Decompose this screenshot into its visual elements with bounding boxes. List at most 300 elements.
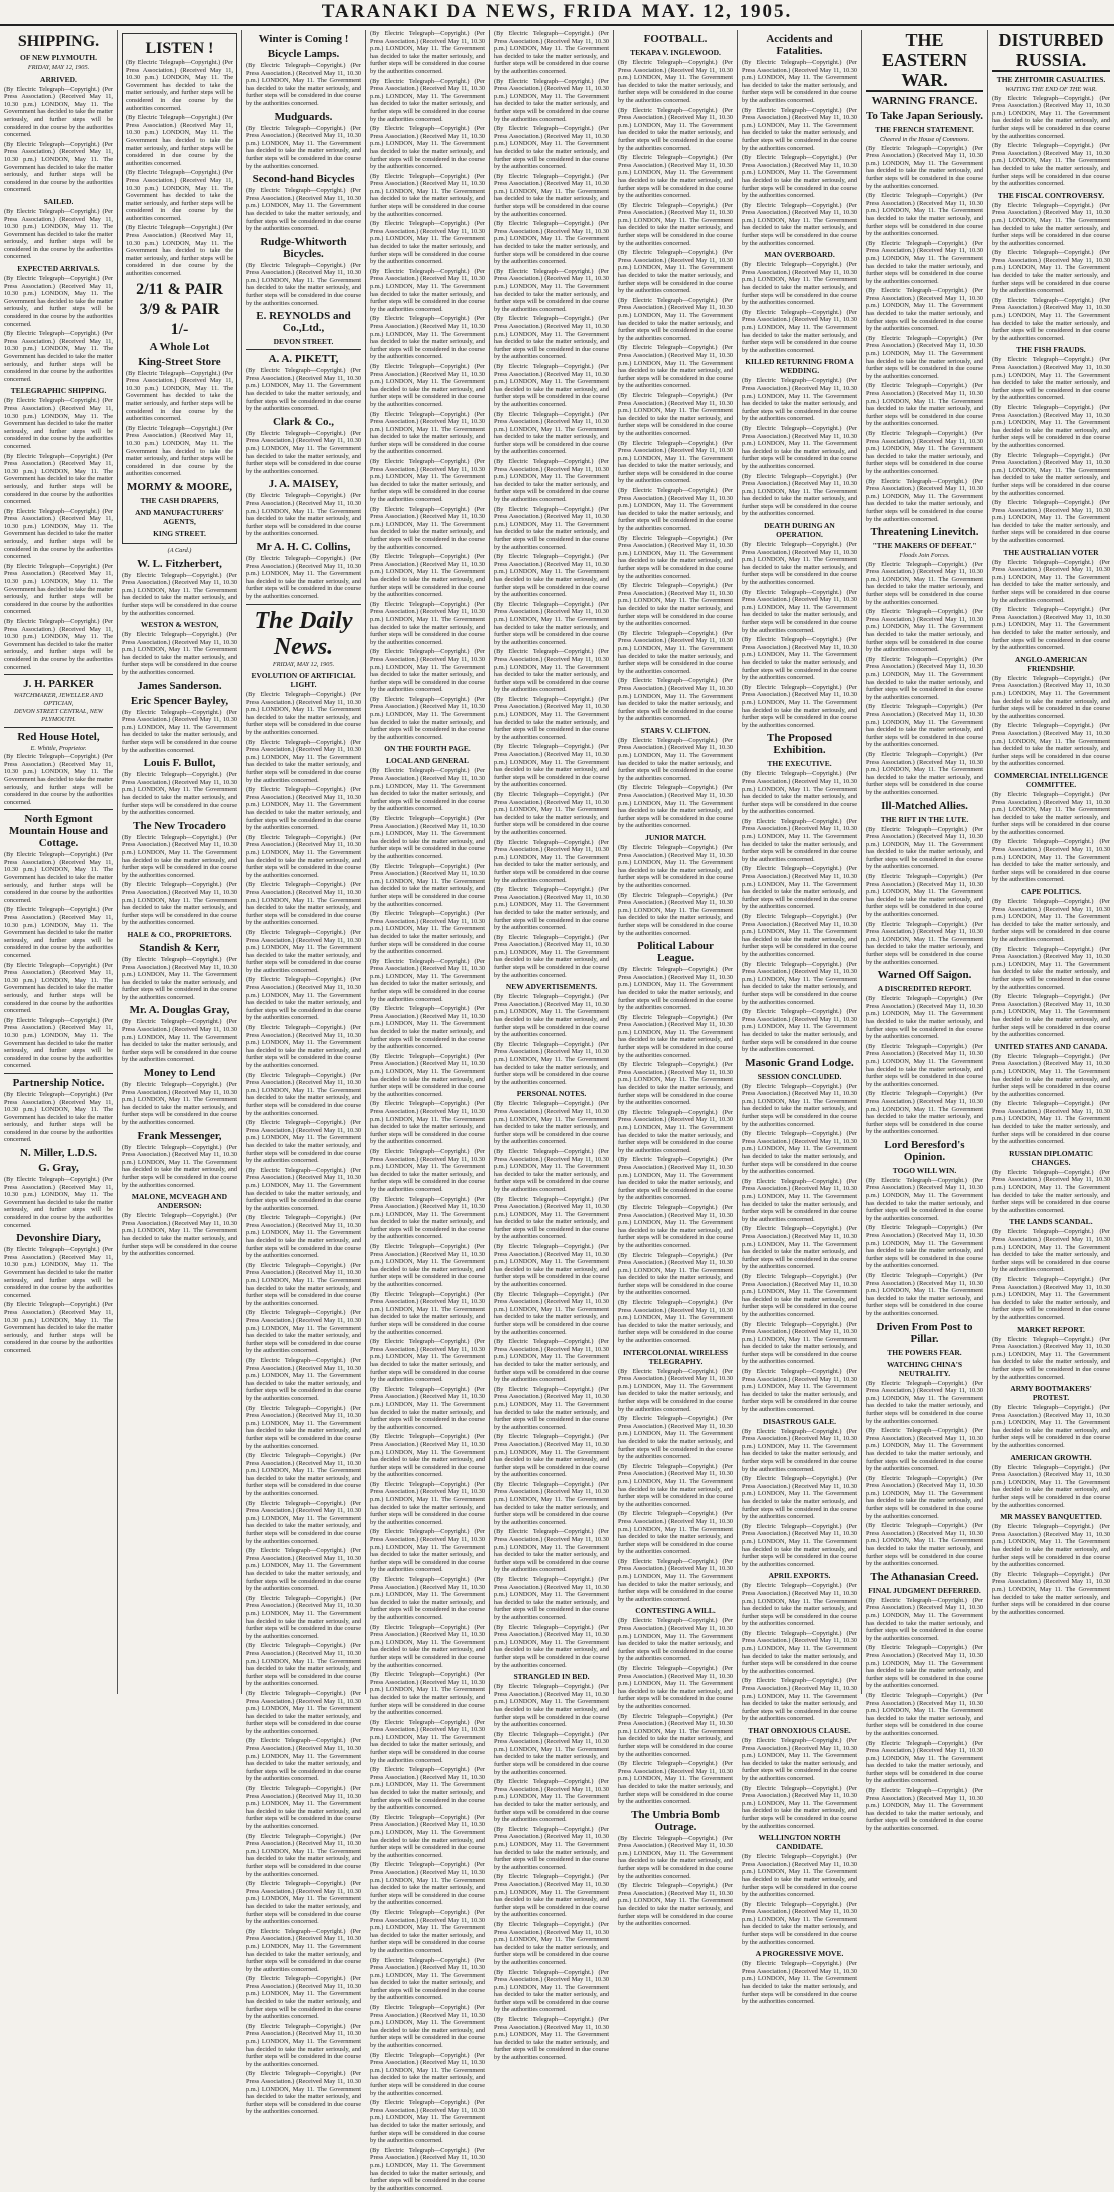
article-paragraph: (By Electric Telegraph—Copyright.) (Per Press Association.) (Received May 11, 10.30 p.m.) LONDON, May 11. The Government has decided to take the matter seriously, and further steps will be considered in due course by the authorities concerned.: [742, 1853, 857, 1899]
article-paragraph: (By Electric Telegraph—Copyright.) (Per Press Association.) (Received May 11, 10.30 p.m.) LONDON, May 11. The Government has decided to take the matter seriously, and further steps will be considered in due course by the authorities concerned.: [494, 791, 609, 836]
junior-heading: JUNIOR MATCH.: [645, 833, 706, 842]
killed-heading: KILLED RETURNING FROM A WEDDING.: [745, 357, 854, 376]
scandal-heading: THE LANDS SCANDAL.: [1009, 1217, 1093, 1227]
article-paragraph: (By Electric Telegraph—Copyright.) (Per Press Association.) (Received May 11, 10.30 p.m.) LONDON, May 11. The Government has decided to take the matter seriously, and further steps will be considered in due course by the authorities concerned.: [122, 1018, 237, 1064]
article-paragraph: (By Electric Telegraph—Copyright.) (Per Press Association.) (Received May 11, 10.30 p.m.) LONDON, May 11. The Government has decided to take the matter seriously, and further steps will be considered in due course by the authorities concerned.: [618, 1834, 733, 1880]
article-paragraph: (By Electric Telegraph—Copyright.) (Per Press Association.) (Received May 11, 10.30 p.m.) LONDON, May 11. The Government has decided to take the matter seriously, and further steps will be considered in due course by the authorities concerned.: [246, 1785, 361, 1830]
article-paragraph: (By Electric Telegraph—Copyright.) (Per Press Association.) (Received May 11, 10.30 p.m.) LONDON, May 11. The Government has decided to take the matter seriously, and further steps will be considered in due course by the authorities concerned.: [866, 1596, 983, 1642]
article-paragraph: (By Electric Telegraph—Copyright.) (Per Press Association.) (Received May 11, 10.30 p.m.) LONDON, May 11. The Government has decided to take the matter seriously, and further steps will be considered in due course by the authorities concerned.: [246, 187, 361, 233]
article-paragraph: (By Electric Telegraph—Copyright.) (Per Press Association.) (Received May 11, 10.30 p.m.) LONDON, May 11. The Government has decided to take the matter seriously, and further steps will be considered in due course by the authorities concerned.: [618, 1712, 733, 1758]
maisey: J. A. MAISEY,: [268, 478, 339, 491]
article-paragraph: (By Electric Telegraph—Copyright.) (Per Press Association.) (Received May 11, 10.30 p.m.) LONDON, May 11. The Government has decided to take the matter seriously, and further steps will be considered in due course by the authorities concerned.: [370, 1100, 485, 1146]
article-paragraph: (By Electric Telegraph—Copyright.) (Per Press Association.) (Received May 11, 10.30 p.m.) LONDON, May 11. The Government has decided to take the matter seriously, and further steps will be considered in due course by the authorities concerned.: [742, 1737, 857, 1782]
article-paragraph: (By Electric Telegraph—Copyright.) (Per Press Association.) (Received May 11, 10.30 p.m.) LONDON, May 11. The Government has decided to take the matter seriously, and further steps will be considered in due course by the authorities concerned.: [742, 59, 857, 104]
article-paragraph: (By Electric Telegraph—Copyright.) (Per Press Association.) (Received May 11, 10.30 p.m.) LONDON, May 11. The Government has decided to take the matter seriously, and further steps will be considered in due course by the authorities concerned.: [618, 1760, 733, 1806]
article-paragraph: (By Electric Telegraph—Copyright.) (Per Press Association.) (Received May 11, 10.30 p.m.) LONDON, May 11. The Government has decided to take the matter seriously, and further steps will be considered in due course by the authorities concerned.: [246, 738, 361, 784]
article-paragraph: (By Electric Telegraph—Copyright.) (Per Press Association.) (Received May 11, 10.30 p.m.) LONDON, May 11. The Government has decided to take the matter seriously, and further steps will be considered in due course by the authorities concerned.: [992, 142, 1110, 188]
article-paragraph: (By Electric Telegraph—Copyright.) (Per Press Association.) (Received May 11, 10.30 p.m.) LONDON, May 11. The Government has decided to take the matter seriously, and further steps will be considered in due course by the authorities concerned.: [126, 224, 233, 278]
take-japan-seriously: To Take Japan Seriously.: [866, 110, 983, 122]
neutrality-heading: WATCHING CHINA'S NEUTRALITY.: [886, 1359, 963, 1378]
article-paragraph: (By Electric Telegraph—Copyright.) (Per Press Association.) (Received May 11, 10.30 p.m.) LONDON, May 11. The Government has decided to take the matter seriously, and further steps will be considered in due course by the authorities concerned.: [742, 1677, 857, 1723]
accidents-heading: Accidents and Fatalities.: [766, 33, 833, 57]
article-paragraph: (By Electric Telegraph—Copyright.) (Per Press Association.) (Received May 11, 10.30 p.m.) LONDON, May 11. The Government has decided to take the matter seriously, and further steps will be considered in due course by the authorities concerned.: [4, 906, 113, 959]
partnership-notice: Partnership Notice.: [12, 1076, 105, 1089]
article-paragraph: (By Electric Telegraph—Copyright.) (Per Press Association.) (Received May 11, 10.30 p.m.) LONDON, May 11. The Government has decided to take the matter seriously, and further steps will be considered in due course by the authorities concerned.: [370, 1671, 485, 1717]
article-paragraph: (By Electric Telegraph—Copyright.) (Per Press Association.) (Received May 11, 10.30 p.m.) LONDON, May 11. The Government has decided to take the matter seriously, and further steps will be considered in due course by the authorities concerned.: [992, 674, 1110, 720]
article-paragraph: (By Electric Telegraph—Copyright.) (Per Press Association.) (Received May 11, 10.30 p.m.) LONDON, May 11. The Government has decided to take the matter seriously, and further steps will be considered in due course by the authorities concerned.: [370, 2146, 485, 2192]
article-paragraph: (By Electric Telegraph—Copyright.) (Per Press Association.) (Received May 11, 10.30 p.m.) LONDON, May 11. The Government has decided to take the matter seriously, and further steps will be considered in due course by the authorities concerned.: [494, 743, 609, 789]
saigon-heading: Warned Off Saigon.: [877, 969, 972, 982]
article-paragraph: (By Electric Telegraph—Copyright.) (Per Press Association.) (Received May 11, 10.30 p.m.) LONDON, May 11. The Government has decided to take the matter seriously, and further steps will be considered in due course by the authorities concerned.: [370, 862, 485, 908]
article-paragraph: (By Electric Telegraph—Copyright.) (Per Press Association.) (Received May 11, 10.30 p.m.) LONDON, May 11. The Government has decided to take the matter seriously, and further steps will be considered in due course by the authorities concerned.: [866, 995, 983, 1041]
article-paragraph: (By Electric Telegraph—Copyright.) (Per Press Association.) (Received May 11, 10.30 p.m.) LONDON, May 11. The Government has decided to take the matter seriously, and further steps will be considered in due course by the authorities concerned.: [992, 1335, 1110, 1381]
article-paragraph: (By Electric Telegraph—Copyright.) (Per Press Association.) (Received May 11, 10.30 p.m.) LONDON, May 11. The Government has decided to take the matter seriously, and further steps will be considered in due course by the authorities concerned.: [618, 391, 733, 437]
messenger-ad: Frank Messenger,: [137, 1129, 222, 1142]
tekapa-heading: TEKAPA V. INGLEWOOD.: [630, 48, 721, 57]
wellington-heading: WELLINGTON NORTH CANDIDATE.: [758, 1833, 841, 1852]
article-paragraph: (By Electric Telegraph—Copyright.) (Per Press Association.) (Received May 11, 10.30 p.m.) LONDON, May 11. The Government has decided to take the matter seriously, and further steps will be considered in due course by the authorities concerned.: [246, 1261, 361, 1307]
article-paragraph: (By Electric Telegraph—Copyright.) (Per Press Association.) (Received May 11, 10.30 p.m.) LONDON, May 11. The Government has decided to take the matter seriously, and further steps will be considered in due course by the authorities concerned.: [370, 1861, 485, 1907]
post-pillar-heading: Driven From Post to Pillar.: [876, 1320, 973, 1345]
article-paragraph: (By Electric Telegraph—Copyright.) (Per Press Association.) (Received May 11, 10.30 p.m.) LONDON, May 11. The Government has decided to take the matter seriously, and further steps will be considered in due course by the authorities concerned.: [992, 1228, 1110, 1274]
fish-heading: THE FISH FRAUDS.: [1016, 345, 1086, 355]
french-statement: THE FRENCH STATEMENT.: [875, 125, 974, 134]
article-paragraph: (By Electric Telegraph—Copyright.) (Per Press Association.) (Received May 11, 10.30 p.m.) LONDON, May 11. The Government has decided to take the matter seriously, and further steps will be considered in due course by the authorities concerned.: [992, 1570, 1110, 1616]
anglo-heading: ANGLO-AMERICAN FRIENDSHIP.: [1014, 654, 1088, 673]
article-paragraph: (By Electric Telegraph—Copyright.) (Per Press Association.) (Received May 11, 10.30 p.m.) LONDON, May 11. The Government has decided to take the matter seriously, and further steps will be considered in due course by the authorities concerned.: [618, 534, 733, 580]
sailed-heading: SAILED.: [43, 196, 74, 206]
article-paragraph: (By Electric Telegraph—Copyright.) (Per Press Association.) (Received May 11, 10.30 p.m.) LONDON, May 11. The Government has decided to take the matter seriously, and further steps will be considered in due course by the authorities concerned.: [618, 1061, 733, 1107]
article-paragraph: (By Electric Telegraph—Copyright.) (Per Press Association.) (Received May 11, 10.30 p.m.) LONDON, May 11. The Government has decided to take the matter seriously, and further steps will be considered in due course by the authorities concerned.: [742, 1522, 857, 1568]
togo-heading: TOGO WILL WIN.: [892, 1165, 957, 1175]
article-paragraph: (By Electric Telegraph—Copyright.) (Per Press Association.) (Received May 11, 10.30 p.m.) LONDON, May 11. The Government has decided to take the matter seriously, and further steps will be considered in due course by the authorities concerned.: [742, 913, 857, 958]
exports-heading: APRIL EXPORTS.: [768, 1571, 831, 1581]
money-ad: Money to Lend: [143, 1067, 216, 1080]
article-paragraph: (By Electric Telegraph—Copyright.) (Per Press Association.) (Received May 11, 10.30 p.m.) LONDON, May 11. The Government has decided to take the matter seriously, and further steps will be considered in due course by the authorities concerned.: [992, 356, 1110, 402]
article-paragraph: (By Electric Telegraph—Copyright.) (Per Press Association.) (Received May 11, 10.30 p.m.) LONDON, May 11. The Government has decided to take the matter seriously, and further steps will be considered in due course by the authorities concerned.: [992, 558, 1110, 604]
article-paragraph: (By Electric Telegraph—Copyright.) (Per Press Association.) (Received May 11, 10.30 p.m.) LONDON, May 11. The Government has decided to take the matter seriously, and further steps will be considered in due course by the authorities concerned.: [494, 600, 609, 646]
divider: [4, 727, 113, 728]
gray-ad: G. Gray,: [38, 1162, 79, 1175]
article-paragraph: (By Electric Telegraph—Copyright.) (Per Press Association.) (Received May 11, 10.30 p.m.) LONDON, May 11. The Government has decided to take the matter seriously, and further steps will be considered in due course by the authorities concerned.: [246, 1642, 361, 1688]
article-paragraph: (By Electric Telegraph—Copyright.) (Per Press Association.) (Received May 11, 10.30 p.m.) LONDON, May 11. The Government has decided to take the matter seriously, and further steps will be considered in due course by the authorities concerned.: [866, 873, 983, 919]
floods-heading: Floods Join Forces.: [899, 552, 950, 560]
beresford-heading: Lord Beresford's Opinion.: [884, 1138, 965, 1163]
article-paragraph: (By Electric Telegraph—Copyright.) (Per Press Association.) (Received May 11, 10.30 p.m.) LONDON, May 11. The Government has decided to take the matter seriously, and further steps will be considered in due course by the authorities concerned.: [370, 1718, 485, 1764]
article-paragraph: (By Electric Telegraph—Copyright.) (Per Press Association.) (Received May 11, 10.30 p.m.) LONDON, May 11. The Government has decided to take the matter seriously, and further steps will be considered in due course by the authorities concerned.: [866, 477, 983, 523]
article-paragraph: (By Electric Telegraph—Copyright.) (Per Press Association.) (Received May 11, 10.30 p.m.) LONDON, May 11. The Government has decided to take the matter seriously, and further steps will be considered in due course by the authorities concerned.: [370, 767, 485, 813]
article-paragraph: (By Electric Telegraph—Copyright.) (Per Press Association.) (Received May 11, 10.30 p.m.) LONDON, May 11. The Government has decided to take the matter seriously, and further steps will be considered in due course by the authorities concerned.: [992, 451, 1110, 497]
article-paragraph: (By Electric Telegraph—Copyright.) (Per Press Association.) (Received May 11, 10.30 p.m.) LONDON, May 11. The Government has decided to take the matter seriously, and further steps will be considered in due course by the authorities concerned.: [992, 201, 1110, 247]
article-paragraph: (By Electric Telegraph—Copyright.) (Per Press Association.) (Received May 11, 10.30 p.m.) LONDON, May 11. The Government has decided to take the matter seriously, and further steps will be considered in due course by the authorities concerned.: [122, 1212, 237, 1258]
article-paragraph: (By Electric Telegraph—Copyright.) (Per Press Association.) (Received May 11, 10.30 p.m.) LONDON, May 11. The Government has decided to take the matter seriously, and further steps will be considered in due course by the authorities concerned.: [126, 114, 233, 167]
article-paragraph: (By Electric Telegraph—Copyright.) (Per Press Association.) (Received May 11, 10.30 p.m.) LONDON, May 11. The Government has decided to take the matter seriously, and further steps will be considered in due course by the authorities concerned.: [246, 1547, 361, 1593]
masonic-heading: Masonic Grand Lodge.: [745, 1056, 854, 1069]
article-paragraph: (By Electric Telegraph—Copyright.) (Per Press Association.) (Received May 11, 10.30 p.m.) LONDON, May 11. The Government has decided to take the matter seriously, and further steps will be considered in due course by the authorities concerned.: [992, 1168, 1110, 1214]
article-paragraph: (By Electric Telegraph—Copyright.) (Per Press Association.) (Received May 11, 10.30 p.m.) LONDON, May 11. The Government has decided to take the matter seriously, and further steps will be considered in due course by the authorities concerned.: [370, 1052, 485, 1098]
column-4: [366, 30, 490, 2192]
article-paragraph: (By Electric Telegraph—Copyright.) (Per Press Association.) (Received May 11, 10.30 p.m.) LONDON, May 11. The Government has decided to take the matter seriously, and further steps will be considered in due course by the authorities concerned.: [246, 261, 361, 307]
article-paragraph: (By Electric Telegraph—Copyright.) (Per Press Association.) (Received May 11, 10.30 p.m.) LONDON, May 11. The Government has decided to take the matter seriously, and further steps will be considered in due course by the authorities concerned.: [618, 1510, 733, 1556]
article-paragraph: (By Electric Telegraph—Copyright.) (Per Press Association.) (Received May 11, 10.30 p.m.) LONDON, May 11. The Government has decided to take the matter seriously, and further steps will be considered in due course by the authorities concerned.: [246, 1737, 361, 1783]
diplomatic-heading: RUSSIAN DIPLOMATIC CHANGES.: [1009, 1148, 1093, 1167]
us-canada-heading: UNITED STATES AND CANADA.: [994, 1041, 1108, 1051]
article-paragraph: (By Electric Telegraph—Copyright.) (Per Press Association.) (Received May 11, 10.30 p.m.) LONDON, May 11. The Government has decided to take the matter seriously, and further steps will be considered in due course by the authorities concerned.: [494, 2016, 609, 2062]
strangled-heading: STRANGLED IN BED.: [513, 1672, 590, 1682]
article-paragraph: (By Electric Telegraph—Copyright.) (Per Press Association.) (Received May 11, 10.30 p.m.) LONDON, May 11. The Government has decided to take the matter seriously, and further steps will be considered in due course by the authorities concerned.: [122, 771, 237, 817]
article-paragraph: (By Electric Telegraph—Copyright.) (Per Press Association.) (Received May 11, 10.30 p.m.) LONDON, May 11. The Government has decided to take the matter seriously, and further steps will be considered in due course by the authorities concerned.: [122, 708, 237, 754]
article-paragraph: (By Electric Telegraph—Copyright.) (Per Press Association.) (Received May 11, 10.30 p.m.) LONDON, May 11. The Government has decided to take the matter seriously, and further steps will be considered in due course by the authorities concerned.: [742, 106, 857, 152]
article-paragraph: (By Electric Telegraph—Copyright.) (Per Press Association.) (Received May 11, 10.30 p.m.) LONDON, May 11. The Government has decided to take the matter seriously, and further steps will be considered in due course by the authorities concerned.: [246, 786, 361, 832]
rudge: Rudge-Whitworth Bicycles.: [260, 235, 347, 260]
article-paragraph: (By Electric Telegraph—Copyright.) (Per Press Association.) (Received May 11, 10.30 p.m.) LONDON, May 11. The Government has decided to take the matter seriously, and further steps will be considered in due course by the authorities concerned.: [122, 955, 237, 1001]
bullot-ad: Louis F. Bullot,: [143, 757, 216, 770]
article-paragraph: (By Electric Telegraph—Copyright.) (Per Press Association.) (Received May 11, 10.30 p.m.) LONDON, May 11. The Government has decided to take the matter seriously, and further steps will be considered in due course by the authorities concerned.: [370, 1338, 485, 1384]
local-general-heading: LOCAL AND GENERAL: [386, 756, 469, 766]
article-paragraph: (By Electric Telegraph—Copyright.) (Per Press Association.) (Received May 11, 10.30 p.m.) LONDON, May 11. The Government has decided to take the matter seriously, and further steps will be considered in due course by the authorities concerned.: [370, 1813, 485, 1859]
rift-heading: THE RIFT IN THE LUTE.: [880, 814, 969, 824]
article-paragraph: (By Electric Telegraph—Copyright.) (Per Press Association.) (Received May 11, 10.30 p.m.) LONDON, May 11. The Government has decided to take the matter seriously, and further steps will be considered in due course by the authorities concerned.: [866, 1787, 983, 1833]
article-paragraph: (By Electric Telegraph—Copyright.) (Per Press Association.) (Received May 11, 10.30 p.m.) LONDON, May 11. The Government has decided to take the matter seriously, and further steps will be considered in due course by the authorities concerned.: [494, 993, 609, 1039]
article-paragraph: (By Electric Telegraph—Copyright.) (Per Press Association.) (Received May 11, 10.30 p.m.) LONDON, May 11. The Government has decided to take the matter seriously, and further steps will be considered in due course by the authorities concerned.: [246, 1594, 361, 1640]
article-paragraph: (By Electric Telegraph—Copyright.) (Per Press Association.) (Received May 11, 10.30 p.m.) LONDON, May 11. The Government has decided to take the matter seriously, and further steps will be considered in due course by the authorities concerned.: [742, 1368, 857, 1414]
dentist-ad: Mr. A. Douglas Gray,: [129, 1004, 230, 1017]
masthead-date: MAY. 12, 1905.: [641, 1, 793, 22]
article-paragraph: (By Electric Telegraph—Copyright.) (Per Press Association.) (Received May 11, 10.30 p.m.) LONDON, May 11. The Government has decided to take the matter seriously, and further steps will be considered in due course by the authorities concerned.: [370, 957, 485, 1003]
devonshire-ad: Devonshire Diary,: [16, 1232, 101, 1245]
article-paragraph: (By Electric Telegraph—Copyright.) (Per Press Association.) (Received May 11, 10.30 p.m.) LONDON, May 11. The Government has decided to take the matter seriously, and further steps will be considered in due course by the authorities concerned.: [494, 1778, 609, 1824]
article-paragraph: (By Electric Telegraph—Copyright.) (Per Press Association.) (Received May 11, 10.30 p.m.) LONDON, May 11. The Government has decided to take the matter seriously, and further steps will be considered in due course by the authorities concerned.: [992, 722, 1110, 768]
article-paragraph: (By Electric Telegraph—Copyright.) (Per Press Association.) (Received May 11, 10.30 p.m.) LONDON, May 11. The Government has decided to take the matter seriously, and further steps will be considered in due course by the authorities concerned.: [866, 334, 983, 380]
article-paragraph: (By Electric Telegraph—Copyright.) (Per Press Association.) (Received May 11, 10.30 p.m.) LONDON, May 11. The Government has decided to take the matter seriously, and further steps will be considered in due course by the authorities concerned.: [866, 1522, 983, 1568]
article-paragraph: (By Electric Telegraph—Copyright.) (Per Press Association.) (Received May 11, 10.30 p.m.) LONDON, May 11. The Government has decided to take the matter seriously, and further steps will be considered in due course by the authorities concerned.: [742, 308, 857, 354]
article-paragraph: (By Electric Telegraph—Copyright.) (Per Press Association.) (Received May 11, 10.30 p.m.) LONDON, May 11. The Government has decided to take the matter seriously, and further steps will be considered in due course by the authorities concerned.: [246, 1975, 361, 2021]
article-paragraph: (By Electric Telegraph—Copyright.) (Per Press Association.) (Received May 11, 10.30 p.m.) LONDON, May 11. The Government has decided to take the matter seriously, and further steps will be considered in due course by the authorities concerned.: [618, 249, 733, 295]
article-paragraph: (By Electric Telegraph—Copyright.) (Per Press Association.) (Received May 11, 10.30 p.m.) LONDON, May 11. The Government has decided to take the matter seriously, and further steps will be considered in due course by the authorities concerned.: [494, 1433, 609, 1479]
article-paragraph: (By Electric Telegraph—Copyright.) (Per Press Association.) (Received May 11, 10.30 p.m.) LONDON, May 11. The Government has decided to take the matter seriously, and further steps will be considered in due course by the authorities concerned.: [992, 1052, 1110, 1098]
article-paragraph: (By Electric Telegraph—Copyright.) (Per Press Association.) (Received May 11, 10.30 p.m.) LONDON, May 11. The Government has decided to take the matter seriously, and further steps will be considered in due course by the authorities concerned.: [370, 1005, 485, 1051]
personal-notes-heading: PERSONAL NOTES.: [516, 1089, 587, 1099]
article-paragraph: (By Electric Telegraph—Copyright.) (Per Press Association.) (Received May 11, 10.30 p.m.) LONDON, May 11. The Government has decided to take the matter seriously, and further steps will be considered in due course by the authorities concerned.: [4, 85, 113, 139]
article-paragraph: (By Electric Telegraph—Copyright.) (Per Press Association.) (Received May 11, 10.30 p.m.) LONDON, May 11. The Government has decided to take the matter seriously, and further steps will be considered in due course by the authorities concerned.: [742, 1784, 857, 1830]
column-1: [0, 30, 118, 1694]
article-paragraph: (By Electric Telegraph—Copyright.) (Per Press Association.) (Received May 11, 10.30 p.m.) LONDON, May 11. The Government has decided to take the matter seriously, and further steps will be considered in due course by the authorities concerned.: [618, 106, 733, 152]
article-paragraph: (By Electric Telegraph—Copyright.) (Per Press Association.) (Received May 11, 10.30 p.m.) LONDON, May 11. The Government has decided to take the matter seriously, and further steps will be considered in due course by the authorities concerned.: [742, 1177, 857, 1223]
moore-ad: MORMY & MOORE,: [127, 480, 232, 493]
article-paragraph: (By Electric Telegraph—Copyright.) (Per Press Association.) (Received May 11, 10.30 p.m.) LONDON, May 11. The Government has decided to take the matter seriously, and further steps will be considered in due course by the authorities concerned.: [246, 976, 361, 1022]
article-paragraph: (By Electric Telegraph—Copyright.) (Per Press Association.) (Received May 11, 10.30 p.m.) LONDON, May 11. The Government has decided to take the matter seriously, and further steps will be considered in due course by the authorities concerned.: [122, 571, 237, 617]
article-paragraph: (By Electric Telegraph—Copyright.) (Per Press Association.) (Received May 11, 10.30 p.m.) LONDON, May 11. The Government has decided to take the matter seriously, and further steps will be considered in due course by the authorities concerned.: [742, 1008, 857, 1054]
article-paragraph: (By Electric Telegraph—Copyright.) (Per Press Association.) (Received May 11, 10.30 p.m.) LONDON, May 11. The Government has decided to take the matter seriously, and further steps will be considered in due course by the authorities concerned.: [742, 201, 857, 247]
article-paragraph: (By Electric Telegraph—Copyright.) (Per Press Association.) (Received May 11, 10.30 p.m.) LONDON, May 11. The Government has decided to take the matter seriously, and further steps will be considered in due course by the authorities concerned.: [494, 648, 609, 694]
article-paragraph: (By Electric Telegraph—Copyright.) (Per Press Association.) (Received May 11, 10.30 p.m.) LONDON, May 11. The Government has decided to take the matter seriously, and further steps will be considered in due course by the authorities concerned.: [494, 553, 609, 599]
article-paragraph: (By Electric Telegraph—Copyright.) (Per Press Association.) (Received May 11, 10.30 p.m.) LONDON, May 11. The Government has decided to take the matter seriously, and further steps will be considered in due course by the authorities concerned.: [866, 192, 983, 238]
article-paragraph: (By Electric Telegraph—Copyright.) (Per Press Association.) (Received May 11, 10.30 p.m.) LONDON, May 11. The Government has decided to take the matter seriously, and further steps will be considered in due course by the authorities concerned.: [494, 933, 609, 979]
article-paragraph: (By Electric Telegraph—Copyright.) (Per Press Association.) (Received May 11, 10.30 p.m.) LONDON, May 11. The Government has decided to take the matter seriously, and further steps will be considered in due course by the authorities concerned.: [4, 330, 113, 383]
article-paragraph: (By Electric Telegraph—Copyright.) (Per Press Association.) (Received May 11, 10.30 p.m.) LONDON, May 11. The Government has decided to take the matter seriously, and further steps will be considered in due course by the authorities concerned.: [618, 487, 733, 533]
article-paragraph: (By Electric Telegraph—Copyright.) (Per Press Association.) (Received May 11, 10.30 p.m.) LONDON, May 11. The Government has decided to take the matter seriously, and further steps will be considered in due course by the authorities concerned.: [494, 838, 609, 884]
manufacturers-agents: AND MANUFACTURERS' AGENTS,: [135, 507, 224, 526]
sanderson-ad: James Sanderson.: [137, 679, 222, 692]
article-paragraph: (By Electric Telegraph—Copyright.) (Per Press Association.) (Received May 11, 10.30 p.m.) LONDON, May 11. The Government has decided to take the matter seriously, and further steps will be considered in due course by the authorities concerned.: [618, 582, 733, 628]
article-paragraph: (By Electric Telegraph—Copyright.) (Per Press Association.) (Received May 11, 10.30 p.m.) LONDON, May 11. The Government has decided to take the matter seriously, and further steps will be considered in due course by the authorities concerned.: [4, 618, 113, 671]
wireless-heading: INTERCOLONIAL WIRELESS TELEGRAPHY.: [622, 1347, 729, 1366]
article-paragraph: (By Electric Telegraph—Copyright.) (Per Press Association.) (Received May 11, 10.30 p.m.) LONDON, May 11. The Government has decided to take the matter seriously, and further steps will be considered in due course by the authorities concerned.: [742, 683, 857, 729]
article-paragraph: (By Electric Telegraph—Copyright.) (Per Press Association.) (Received May 11, 10.30 p.m.) LONDON, May 11. The Government has decided to take the matter seriously, and further steps will be considered in due course by the authorities concerned.: [866, 382, 983, 428]
article-paragraph: (By Electric Telegraph—Copyright.) (Per Press Association.) (Received May 11, 10.30 p.m.) LONDON, May 11. The Government has decided to take the matter seriously, and further steps will be considered in due course by the authorities concerned.: [992, 838, 1110, 884]
article-paragraph: (By Electric Telegraph—Copyright.) (Per Press Association.) (Received May 11, 10.30 p.m.) LONDON, May 11. The Government has decided to take the matter seriously, and further steps will be considered in due course by the authorities concerned.: [370, 910, 485, 956]
article-paragraph: (By Electric Telegraph—Copyright.) (Per Press Association.) (Received May 11, 10.30 p.m.) LONDON, May 11. The Government has decided to take the matter seriously, and further steps will be considered in due course by the authorities concerned.: [742, 636, 857, 682]
article-paragraph: (By Electric Telegraph—Copyright.) (Per Press Association.) (Received May 11, 10.30 p.m.) LONDON, May 11. The Government has decided to take the matter seriously, and further steps will be considered in due course by the authorities concerned.: [742, 1225, 857, 1271]
article-paragraph: (By Electric Telegraph—Copyright.) (Per Press Association.) (Received May 11, 10.30 p.m.) LONDON, May 11. The Government has decided to take the matter seriously, and further steps will be considered in due course by the authorities concerned.: [618, 1617, 733, 1663]
column-7: [738, 30, 862, 2006]
article-paragraph: (By Electric Telegraph—Copyright.) (Per Press Association.) (Received May 11, 10.30 p.m.) LONDON, May 11. The Government has decided to take the matter seriously, and further steps will be considered in due course by the authorities concerned.: [370, 2099, 485, 2145]
article-paragraph: (By Electric Telegraph—Copyright.) (Per Press Association.) (Received May 11, 10.30 p.m.) LONDON, May 11. The Government has decided to take the matter seriously, and further steps will be considered in due course by the authorities concerned.: [370, 1956, 485, 2002]
article-paragraph: (By Electric Telegraph—Copyright.) (Per Press Association.) (Received May 11, 10.30 p.m.) LONDON, May 11. The Government has decided to take the matter seriously, and further steps will be considered in due course by the authorities concerned.: [494, 505, 609, 551]
weston-ad: WESTON & WESTON,: [140, 620, 219, 630]
australian-heading: THE AUSTRALIAN VOTER: [1003, 547, 1099, 557]
article-paragraph: (By Electric Telegraph—Copyright.) (Per Press Association.) (Received May 11, 10.30 p.m.) LONDON, May 11. The Government has decided to take the matter seriously, and further steps will be considered in due course by the authorities concerned.: [742, 1582, 857, 1628]
masthead-paper: TARANAKI DA: [321, 1, 478, 22]
article-paragraph: (By Electric Telegraph—Copyright.) (Per Press Association.) (Received May 11, 10.30 p.m.) LONDON, May 11. The Government has decided to take the matter seriously, and further steps will be considered in due course by the authorities concerned.: [866, 655, 983, 701]
article-paragraph: (By Electric Telegraph—Copyright.) (Per Press Association.) (Received May 11, 10.30 p.m.) LONDON, May 11. The Government has decided to take the matter seriously, and further steps will be considered in due course by the authorities concerned.: [866, 1379, 983, 1425]
article-paragraph: (By Electric Telegraph—Copyright.) (Per Press Association.) (Received May 11, 10.30 p.m.) LONDON, May 11. The Government has decided to take the matter seriously, and further steps will be considered in due course by the authorities concerned.: [370, 1623, 485, 1669]
article-paragraph: (By Electric Telegraph—Copyright.) (Per Press Association.) (Received May 11, 10.30 p.m.) LONDON, May 11. The Government has decided to take the matter seriously, and further steps will be considered in due course by the authorities concerned.: [618, 1156, 733, 1202]
article-paragraph: (By Electric Telegraph—Copyright.) (Per Press Association.) (Received May 11, 10.30 p.m.) LONDON, May 11. The Government has decided to take the matter seriously, and further steps will be considered in due course by the authorities concerned.: [618, 1013, 733, 1059]
article-paragraph: (By Electric Telegraph—Copyright.) (Per Press Association.) (Received May 11, 10.30 p.m.) LONDON, May 11. The Government has decided to take the matter seriously, and further steps will be considered in due course by the authorities concerned.: [246, 1927, 361, 1973]
article-paragraph: (By Electric Telegraph—Copyright.) (Per Press Association.) (Received May 11, 10.30 p.m.) LONDON, May 11. The Government has decided to take the matter seriously, and further steps will be considered in due course by the authorities concerned.: [494, 315, 609, 361]
article-paragraph: (By Electric Telegraph—Copyright.) (Per Press Association.) (Received May 11, 10.30 p.m.) LONDON, May 11. The Government has decided to take the matter seriously, and further steps will be considered in due course by the authorities concerned.: [618, 1367, 733, 1413]
article-paragraph: (By Electric Telegraph—Copyright.) (Per Press Association.) (Received May 11, 10.30 p.m.) LONDON, May 11. The Government has decided to take the matter seriously, and further steps will be considered in due course by the authorities concerned.: [370, 815, 485, 860]
article-paragraph: (By Electric Telegraph—Copyright.) (Per Press Association.) (Received May 11, 10.30 p.m.) LONDON, May 11. The Government has decided to take the matter seriously, and further steps will be considered in due course by the authorities concerned.: [370, 1528, 485, 1574]
king-st: KING STREET.: [153, 528, 206, 538]
article-paragraph: (By Electric Telegraph—Copyright.) (Per Press Association.) (Received May 11, 10.30 p.m.) LONDON, May 11. The Government has decided to take the matter seriously, and further steps will be considered in due course by the authorities concerned.: [126, 369, 233, 423]
article-paragraph: (By Electric Telegraph—Copyright.) (Per Press Association.) (Received May 11, 10.30 p.m.) LONDON, May 11. The Government has decided to take the matter seriously, and further steps will be considered in due course by the authorities concerned.: [866, 608, 983, 654]
article-paragraph: (By Electric Telegraph—Copyright.) (Per Press Association.) (Received May 11, 10.30 p.m.) LONDON, May 11. The Government has decided to take the matter seriously, and further steps will be considered in due course by the authorities concerned.: [866, 825, 983, 871]
fourth-page-heading: ON THE FOURTH PAGE.: [384, 744, 471, 754]
shipping-heading: SHIPPING.: [17, 33, 100, 50]
article-paragraph: (By Electric Telegraph—Copyright.) (Per Press Association.) (Received May 11, 10.30 p.m.) LONDON, May 11. The Government has decided to take the matter seriously, and further steps will be considered in due course by the authorities concerned.: [4, 1090, 113, 1144]
article-paragraph: (By Electric Telegraph—Copyright.) (Per Press Association.) (Received May 11, 10.30 p.m.) LONDON, May 11. The Government has decided to take the matter seriously, and further steps will be considered in due course by the authorities concerned.: [370, 77, 485, 123]
article-paragraph: (By Electric Telegraph—Copyright.) (Per Press Association.) (Received May 11, 10.30 p.m.) LONDON, May 11. The Government has decided to take the matter seriously, and further steps will be considered in due course by the authorities concerned.: [494, 77, 609, 123]
powers-fear-heading: THE POWERS FEAR.: [887, 1347, 962, 1357]
article-paragraph: (By Electric Telegraph—Copyright.) (Per Press Association.) (Received May 11, 10.30 p.m.) LONDON, May 11. The Government has decided to take the matter seriously, and further steps will be considered in due course by the authorities concerned.: [866, 239, 983, 285]
article-paragraph: (By Electric Telegraph—Copyright.) (Per Press Association.) (Received May 11, 10.30 p.m.) LONDON, May 11. The Government has decided to take the matter seriously, and further steps will be considered in due course by the authorities concerned.: [370, 695, 485, 741]
handkerchief-price: 1/-: [170, 320, 189, 338]
article-paragraph: (By Electric Telegraph—Copyright.) (Per Press Association.) (Received May 11, 10.30 p.m.) LONDON, May 11. The Government has decided to take the matter seriously, and further steps will be considered in due course by the authorities concerned.: [866, 1644, 983, 1690]
article-paragraph: (By Electric Telegraph—Copyright.) (Per Press Association.) (Received May 11, 10.30 p.m.) LONDON, May 11. The Government has decided to take the matter seriously, and further steps will be considered in due course by the authorities concerned.: [246, 1452, 361, 1498]
massey-heading: MR MASSEY BANQUETTED.: [1000, 1512, 1102, 1522]
article-paragraph: (By Electric Telegraph—Copyright.) (Per Press Association.) (Received May 11, 10.30 p.m.) LONDON, May 11. The Government has decided to take the matter seriously, and further steps will be considered in due course by the authorities concerned.: [992, 898, 1110, 943]
article-paragraph: (By Electric Telegraph—Copyright.) (Per Press Association.) (Received May 11, 10.30 p.m.) LONDON, May 11. The Government has decided to take the matter seriously, and further steps will be considered in due course by the authorities concerned.: [742, 1629, 857, 1675]
article-paragraph: (By Electric Telegraph—Copyright.) (Per Press Association.) (Received May 11, 10.30 p.m.) LONDON, May 11. The Government has decided to take the matter seriously, and further steps will be considered in due course by the authorities concerned.: [742, 541, 857, 587]
article-paragraph: (By Electric Telegraph—Copyright.) (Per Press Association.) (Received May 11, 10.30 p.m.) LONDON, May 11. The Government has decided to take the matter seriously, and further steps will be considered in due course by the authorities concerned.: [866, 1272, 983, 1317]
article-paragraph: (By Electric Telegraph—Copyright.) (Per Press Association.) (Received May 11, 10.30 p.m.) LONDON, May 11. The Government has decided to take the matter seriously, and further steps will be considered in due course by the authorities concerned.: [4, 851, 113, 904]
death-heading: DEATH DURING AN OPERATION.: [764, 521, 835, 540]
article-paragraph: (By Electric Telegraph—Copyright.) (Per Press Association.) (Received May 11, 10.30 p.m.) LONDON, May 11. The Government has decided to take the matter seriously, and further steps will be considered in due course by the authorities concerned.: [4, 397, 113, 450]
gale-heading: DISASTROUS GALE.: [763, 1416, 836, 1426]
article-paragraph: (By Electric Telegraph—Copyright.) (Per Press Association.) (Received May 11, 10.30 p.m.) LONDON, May 11. The Government has decided to take the matter seriously, and further steps will be considered in due course by the authorities concerned.: [246, 2022, 361, 2068]
article-paragraph: (By Electric Telegraph—Copyright.) (Per Press Association.) (Received May 11, 10.30 p.m.) LONDON, May 11. The Government has decided to take the matter seriously, and further steps will be considered in due course by the authorities concerned.: [370, 505, 485, 551]
hale-ad: HALE & CO., PROPRIETORS.: [127, 929, 232, 939]
bayley-ad: Eric Spencer Bayley,: [130, 694, 229, 707]
waiting-heading: WAITING THE END OF THE WAR.: [1005, 86, 1097, 93]
stars-heading: STARS V. CLIFTON.: [640, 725, 711, 735]
fiscal-heading: THE FISCAL CONTROVERSY.: [997, 190, 1105, 200]
article-paragraph: (By Electric Telegraph—Copyright.) (Per Press Association.) (Received May 11, 10.30 p.m.) LONDON, May 11. The Government has decided to take the matter seriously, and further steps will be considered in due course by the authorities concerned.: [742, 1900, 857, 1946]
article-paragraph: (By Electric Telegraph—Copyright.) (Per Press Association.) (Received May 11, 10.30 p.m.) LONDON, May 11. The Government has decided to take the matter seriously, and further steps will be considered in due course by the authorities concerned.: [866, 560, 983, 606]
article-paragraph: (By Electric Telegraph—Copyright.) (Per Press Association.) (Received May 11, 10.30 p.m.) LONDON, May 11. The Government has decided to take the matter seriously, and further steps will be considered in due course by the authorities concerned.: [246, 1880, 361, 1926]
article-paragraph: (By Electric Telegraph—Copyright.) (Per Press Association.) (Received May 11, 10.30 p.m.) LONDON, May 11. The Government has decided to take the matter seriously, and further steps will be considered in due course by the authorities concerned.: [370, 362, 485, 408]
article-paragraph: (By Electric Telegraph—Copyright.) (Per Press Association.) (Received May 11, 10.30 p.m.) LONDON, May 11. The Government has decided to take the matter seriously, and further steps will be considered in due course by the authorities concerned.: [246, 492, 361, 538]
masthead: [0, 0, 1114, 26]
hotel-proprietor: E. Whittle, Proprietor.: [30, 744, 87, 752]
column-2: [118, 30, 242, 1694]
parker-address: DEVON STREET CENTRAL, NEW PLYMOUTH.: [14, 708, 103, 723]
divider: [4, 1073, 113, 1074]
athanasian-heading: The Athanasian Creed.: [870, 1570, 979, 1583]
article-paragraph: (By Electric Telegraph—Copyright.) (Per Press Association.) (Received May 11, 10.30 p.m.) LONDON, May 11. The Government has decided to take the matter seriously, and further steps will be considered in due course by the authorities concerned.: [742, 960, 857, 1006]
article-paragraph: (By Electric Telegraph—Copyright.) (Per Press Association.) (Received May 11, 10.30 p.m.) LONDON, May 11. The Government has decided to take the matter seriously, and further steps will be considered in due course by the authorities concerned.: [618, 1462, 733, 1508]
article-paragraph: (By Electric Telegraph—Copyright.) (Per Press Association.) (Received May 11, 10.30 p.m.) LONDON, May 11. The Government has decided to take the matter seriously, and further steps will be considered in due course by the authorities concerned.: [126, 169, 233, 222]
article-paragraph: (By Electric Telegraph—Copyright.) (Per Press Association.) (Received May 11, 10.30 p.m.) LONDON, May 11. The Government has decided to take the matter seriously, and further steps will be considered in due course by the authorities concerned.: [122, 833, 237, 879]
column-9: [988, 30, 1114, 1694]
masthead-news: NEWS, FRIDA: [485, 1, 634, 22]
article-paragraph: (By Electric Telegraph—Copyright.) (Per Press Association.) (Received May 11, 10.30 p.m.) LONDON, May 11. The Government has decided to take the matter seriously, and further steps will be considered in due course by the authorities concerned.: [370, 2004, 485, 2050]
cash-drapers: THE CASH DRAPERS,: [140, 495, 219, 505]
article-paragraph: (By Electric Telegraph—Copyright.) (Per Press Association.) (Received May 11, 10.30 p.m.) LONDON, May 11. The Government has decided to take the matter seriously, and further steps will be considered in due course by the authorities concerned.: [618, 677, 733, 723]
cheered-commons: Cheered in the House of Commons.: [879, 136, 970, 143]
article-paragraph: (By Electric Telegraph—Copyright.) (Per Press Association.) (Received May 11, 10.30 p.m.) LONDON, May 11. The Government has decided to take the matter seriously, and further steps will be considered in due course by the authorities concerned.: [742, 154, 857, 200]
article-paragraph: (By Electric Telegraph—Copyright.) (Per Press Association.) (Received May 11, 10.30 p.m.) LONDON, May 11. The Government has decided to take the matter seriously, and further steps will be considered in due course by the authorities concerned.: [618, 784, 733, 830]
article-paragraph: (By Electric Telegraph—Copyright.) (Per Press Association.) (Received May 11, 10.30 p.m.) LONDON, May 11. The Government has decided to take the matter seriously, and further steps will be considered in due course by the authorities concerned.: [246, 124, 361, 170]
article-paragraph: (By Electric Telegraph—Copyright.) (Per Press Association.) (Received May 11, 10.30 p.m.) LONDON, May 11. The Government has decided to take the matter seriously, and further steps will be considered in due course by the authorities concerned.: [618, 966, 733, 1012]
trocadero-ad: The New Trocadero: [133, 819, 226, 832]
article-paragraph: (By Electric Telegraph—Copyright.) (Per Press Association.) (Received May 11, 10.30 p.m.) LONDON, May 11. The Government has decided to take the matter seriously, and further steps will be considered in due course by the authorities concerned.: [992, 790, 1110, 836]
article-paragraph: (By Electric Telegraph—Copyright.) (Per Press Association.) (Received May 11, 10.30 p.m.) LONDON, May 11. The Government has decided to take the matter seriously, and further steps will be considered in due course by the authorities concerned.: [370, 458, 485, 504]
shipping-date: FRIDAY, MAY 12, 1905.: [27, 64, 90, 71]
second-hand: Second-hand Bicycles: [252, 173, 355, 186]
fitzherbert-ad: W. L. Fitzherbert,: [137, 557, 222, 570]
article-paragraph: (By Electric Telegraph—Copyright.) (Per Press Association.) (Received May 11, 10.30 p.m.) LONDON, May 11. The Government has decided to take the matter seriously, and further steps will be considered in due course by the authorities concerned.: [992, 1463, 1110, 1509]
evolution-heading: EVOLUTION OF ARTIFICIAL LIGHT.: [251, 671, 356, 690]
defeat-heading: "THE MAKERS OF DEFEAT.": [872, 541, 977, 551]
article-paragraph: (By Electric Telegraph—Copyright.) (Per Press Association.) (Received May 11, 10.30 p.m.) LONDON, May 11. The Government has decided to take the matter seriously, and further steps will be considered in due course by the authorities concerned.: [370, 30, 485, 75]
article-paragraph: (By Electric Telegraph—Copyright.) (Per Press Association.) (Received May 11, 10.30 p.m.) LONDON, May 11. The Government has decided to take the matter seriously, and further steps will be considered in due course by the authorities concerned.: [246, 2070, 361, 2116]
daily-news-title: The Daily News.: [254, 607, 353, 660]
discredited-heading: A DISCREDITED REPORT.: [877, 984, 972, 994]
article-paragraph: (By Electric Telegraph—Copyright.) (Per Press Association.) (Received May 11, 10.30 p.m.) LONDON, May 11. The Government has decided to take the matter seriously, and further steps will be considered in due course by the authorities concerned.: [494, 1243, 609, 1289]
article-paragraph: (By Electric Telegraph—Copyright.) (Per Press Association.) (Received May 11, 10.30 p.m.) LONDON, May 11. The Government has decided to take the matter seriously, and further steps will be considered in due course by the authorities concerned.: [866, 1042, 983, 1088]
article-paragraph: (By Electric Telegraph—Copyright.) (Per Press Association.) (Received May 11, 10.30 p.m.) LONDON, May 11. The Government has decided to take the matter seriously, and further steps will be considered in due course by the authorities concerned.: [866, 703, 983, 749]
article-paragraph: (By Electric Telegraph—Copyright.) (Per Press Association.) (Received May 11, 10.30 p.m.) LONDON, May 11. The Government has decided to take the matter seriously, and further steps will be considered in due course by the authorities concerned.: [370, 648, 485, 694]
listen-heading: LISTEN !: [145, 40, 214, 57]
article-paragraph: (By Electric Telegraph—Copyright.) (Per Press Association.) (Received May 11, 10.30 p.m.) LONDON, May 11. The Government has decided to take the matter seriously, and further steps will be considered in due course by the authorities concerned.: [246, 62, 361, 107]
article-paragraph: (By Electric Telegraph—Copyright.) (Per Press Association.) (Received May 11, 10.30 p.m.) LONDON, May 11. The Government has decided to take the matter seriously, and further steps will be considered in due course by the authorities concerned.: [494, 362, 609, 408]
bootmakers-heading: ARMY BOOTMAKERS' PROTEST.: [1010, 1384, 1092, 1403]
article-paragraph: (By Electric Telegraph—Copyright.) (Per Press Association.) (Received May 11, 10.30 p.m.) LONDON, May 11. The Government has decided to take the matter seriously, and further steps will be considered in due course by the authorities concerned.: [370, 220, 485, 266]
article-paragraph: (By Electric Telegraph—Copyright.) (Per Press Association.) (Received May 11, 10.30 p.m.) LONDON, May 11. The Government has decided to take the matter seriously, and further steps will be considered in due course by the authorities concerned.: [246, 881, 361, 927]
article-paragraph: (By Electric Telegraph—Copyright.) (Per Press Association.) (Received May 11, 10.30 p.m.) LONDON, May 11. The Government has decided to take the matter seriously, and further steps will be considered in due course by the authorities concerned.: [618, 736, 733, 782]
article-paragraph: (By Electric Telegraph—Copyright.) (Per Press Association.) (Received May 11, 10.30 p.m.) LONDON, May 11. The Government has decided to take the matter seriously, and further steps will be considered in due course by the authorities concerned.: [4, 140, 113, 194]
commercial-heading: COMMERCIAL INTELLIGENCE COMMITTEE.: [994, 770, 1108, 789]
article-paragraph: (By Electric Telegraph—Copyright.) (Per Press Association.) (Received May 11, 10.30 p.m.) LONDON, May 11. The Government has decided to take the matter seriously, and further steps will be considered in due course by the authorities concerned.: [742, 472, 857, 518]
article-paragraph: (By Electric Telegraph—Copyright.) (Per Press Association.) (Received May 11, 10.30 p.m.) LONDON, May 11. The Government has decided to take the matter seriously, and further steps will be considered in due course by the authorities concerned.: [122, 881, 237, 927]
card-heading: (A Card.): [167, 546, 192, 554]
article-paragraph: (By Electric Telegraph—Copyright.) (Per Press Association.) (Received May 11, 10.30 p.m.) LONDON, May 11. The Government has decided to take the matter seriously, and further steps will be considered in due course by the authorities concerned.: [494, 1338, 609, 1384]
article-paragraph: (By Electric Telegraph—Copyright.) (Per Press Association.) (Received May 11, 10.30 p.m.) LONDON, May 11. The Government has decided to take the matter seriously, and further steps will be considered in due course by the authorities concerned.: [742, 588, 857, 634]
article-paragraph: (By Electric Telegraph—Copyright.) (Per Press Association.) (Received May 11, 10.30 p.m.) LONDON, May 11. The Government has decided to take the matter seriously, and further steps will be considered in due course by the authorities concerned.: [494, 1100, 609, 1146]
malone-ad: MALONE, MCVEAGH AND ANDERSON:: [131, 1192, 228, 1211]
article-paragraph: (By Electric Telegraph—Copyright.) (Per Press Association.) (Received May 11, 10.30 p.m.) LONDON, May 11. The Government has decided to take the matter seriously, and further steps will be considered in due course by the authorities concerned.: [370, 410, 485, 456]
mountain-house: North Egmont Mountain House and Cottage.: [8, 813, 109, 850]
article-paragraph: (By Electric Telegraph—Copyright.) (Per Press Association.) (Received May 11, 10.30 p.m.) LONDON, May 11. The Government has decided to take the matter seriously, and further steps will be considered in due course by the authorities concerned.: [246, 1689, 361, 1735]
new-ads-heading: NEW ADVERTISEMENTS.: [505, 982, 598, 992]
article-paragraph: (By Electric Telegraph—Copyright.) (Per Press Association.) (Received May 11, 10.30 p.m.) LONDON, May 11. The Government has decided to take the matter seriously, and further steps will be considered in due course by the authorities concerned.: [494, 1290, 609, 1336]
article-paragraph: (By Electric Telegraph—Copyright.) (Per Press Association.) (Received May 11, 10.30 p.m.) LONDON, May 11. The Government has decided to take the matter seriously, and further steps will be considered in due course by the authorities concerned.: [992, 1523, 1110, 1569]
article-paragraph: (By Electric Telegraph—Copyright.) (Per Press Association.) (Received May 11, 10.30 p.m.) LONDON, May 11. The Government has decided to take the matter seriously, and further steps will be considered in due course by the authorities concerned.: [370, 2051, 485, 2097]
article-paragraph: (By Electric Telegraph—Copyright.) (Per Press Association.) (Received May 11, 10.30 p.m.) LONDON, May 11. The Government has decided to take the matter seriously, and further steps will be considered in due course by the authorities concerned.: [742, 1082, 857, 1128]
growth-heading: AMERICAN GROWTH.: [1010, 1452, 1092, 1462]
article-paragraph: (By Electric Telegraph—Copyright.) (Per Press Association.) (Received May 11, 10.30 p.m.) LONDON, May 11. The Government has decided to take the matter seriously, and further steps will be considered in due course by the authorities concerned.: [866, 144, 983, 190]
article-paragraph: (By Electric Telegraph—Copyright.) (Per Press Association.) (Received May 11, 10.30 p.m.) LONDON, May 11. The Government has decided to take the matter seriously, and further steps will be considered in due course by the authorities concerned.: [122, 1143, 237, 1189]
article-paragraph: (By Electric Telegraph—Copyright.) (Per Press Association.) (Received May 11, 10.30 p.m.) LONDON, May 11. The Government has decided to take the matter seriously, and further steps will be considered in due course by the authorities concerned.: [992, 296, 1110, 342]
article-paragraph: (By Electric Telegraph—Copyright.) (Per Press Association.) (Received May 11, 10.30 p.m.) LONDON, May 11. The Government has decided to take the matter seriously, and further steps will be considered in due course by the authorities concerned.: [866, 1691, 983, 1737]
contesting-heading: CONTESTING A WILL.: [635, 1606, 716, 1616]
article-paragraph: (By Electric Telegraph—Copyright.) (Per Press Association.) (Received May 11, 10.30 p.m.) LONDON, May 11. The Government has decided to take the matter seriously, and further steps will be considered in due course by the authorities concerned.: [246, 1499, 361, 1545]
winter-heading: Winter is Coming !: [258, 33, 349, 45]
article-paragraph: (By Electric Telegraph—Copyright.) (Per Press Association.) (Received May 11, 10.30 p.m.) LONDON, May 11. The Government has decided to take the matter seriously, and further steps will be considered in due course by the authorities concerned.: [866, 750, 983, 796]
article-paragraph: (By Electric Telegraph—Copyright.) (Per Press Association.) (Received May 11, 10.30 p.m.) LONDON, May 11. The Government has decided to take the matter seriously, and further steps will be considered in due course by the authorities concerned.: [866, 1090, 983, 1136]
article-paragraph: (By Electric Telegraph—Copyright.) (Per Press Association.) (Received May 11, 10.30 p.m.) LONDON, May 11. The Government has decided to take the matter seriously, and further steps will be considered in due course by the authorities concerned.: [618, 1299, 733, 1345]
article-paragraph: (By Electric Telegraph—Copyright.) (Per Press Association.) (Received May 11, 10.30 p.m.) LONDON, May 11. The Government has decided to take the matter seriously, and further steps will be considered in due course by the authorities concerned.: [992, 1275, 1110, 1321]
article-paragraph: (By Electric Telegraph—Copyright.) (Per Press Association.) (Received May 11, 10.30 p.m.) LONDON, May 11. The Government has decided to take the matter seriously, and further steps will be considered in due course by the authorities concerned.: [618, 629, 733, 675]
article-paragraph: (By Electric Telegraph—Copyright.) (Per Press Association.) (Received May 11, 10.30 p.m.) LONDON, May 11. The Government has decided to take the matter seriously, and further steps will be considered in due course by the authorities concerned.: [494, 220, 609, 266]
article-paragraph: (By Electric Telegraph—Copyright.) (Per Press Association.) (Received May 11, 10.30 p.m.) LONDON, May 11. The Government has decided to take the matter seriously, and further steps will be considered in due course by the authorities concerned.: [618, 844, 733, 889]
article-paragraph: (By Electric Telegraph—Copyright.) (Per Press Association.) (Received May 11, 10.30 p.m.) LONDON, May 11. The Government has decided to take the matter seriously, and further steps will be considered in due course by the authorities concerned.: [494, 1528, 609, 1574]
article-paragraph: (By Electric Telegraph—Copyright.) (Per Press Association.) (Received May 11, 10.30 p.m.) LONDON, May 11. The Government has decided to take the matter seriously, and further steps will be considered in due course by the authorities concerned.: [866, 920, 983, 966]
article-paragraph: (By Electric Telegraph—Copyright.) (Per Press Association.) (Received May 11, 10.30 p.m.) LONDON, May 11. The Government has decided to take the matter seriously, and further steps will be considered in due course by the authorities concerned.: [618, 296, 733, 342]
article-paragraph: (By Electric Telegraph—Copyright.) (Per Press Association.) (Received May 11, 10.30 p.m.) LONDON, May 11. The Government has decided to take the matter seriously, and further steps will be considered in due course by the authorities concerned.: [4, 1246, 113, 1299]
article-paragraph: (By Electric Telegraph—Copyright.) (Per Press Association.) (Received May 11, 10.30 p.m.) LONDON, May 11. The Government has decided to take the matter seriously, and further steps will be considered in due course by the authorities concerned.: [618, 1665, 733, 1710]
king-street-store: King-Street Store: [138, 355, 221, 368]
executive-heading: THE EXECUTIVE.: [767, 759, 832, 769]
article-paragraph: (By Electric Telegraph—Copyright.) (Per Press Association.) (Received May 11, 10.30 p.m.) LONDON, May 11. The Government has decided to take the matter seriously, and further steps will be considered in due course by the authorities concerned.: [494, 886, 609, 932]
article-paragraph: (By Electric Telegraph—Copyright.) (Per Press Association.) (Received May 11, 10.30 p.m.) LONDON, May 11. The Government has decided to take the matter seriously, and further steps will be considered in due course by the authorities concerned.: [494, 1147, 609, 1193]
article-paragraph: (By Electric Telegraph—Copyright.) (Per Press Association.) (Received May 11, 10.30 p.m.) LONDON, May 11. The Government has decided to take the matter seriously, and further steps will be considered in due course by the authorities concerned.: [866, 287, 983, 333]
article-paragraph: (By Electric Telegraph—Copyright.) (Per Press Association.) (Received May 11, 10.30 p.m.) LONDON, May 11. The Government has decided to take the matter seriously, and further steps will be considered in due course by the authorities concerned.: [4, 1301, 113, 1354]
article-paragraph: (By Electric Telegraph—Copyright.) (Per Press Association.) (Received May 11, 10.30 p.m.) LONDON, May 11. The Government has decided to take the matter seriously, and further steps will be considered in due course by the authorities concerned.: [742, 865, 857, 911]
listen-ad: [122, 33, 237, 544]
column-3: [242, 30, 366, 2116]
article-paragraph: (By Electric Telegraph—Copyright.) (Per Press Association.) (Received May 11, 10.30 p.m.) LONDON, May 11. The Government has decided to take the matter seriously, and further steps will be considered in due course by the authorities concerned.: [618, 1415, 733, 1461]
collins: Mr A. H. C. Collins,: [256, 540, 351, 553]
article-paragraph: (By Electric Telegraph—Copyright.) (Per Press Association.) (Received May 11, 10.30 p.m.) LONDON, May 11. The Government has decided to take the matter seriously, and further steps will be considered in due course by the authorities concerned.: [618, 1108, 733, 1154]
article-paragraph: (By Electric Telegraph—Copyright.) (Per Press Association.) (Received May 11, 10.30 p.m.) LONDON, May 11. The Government has decided to take the matter seriously, and further steps will be considered in due course by the authorities concerned.: [246, 691, 361, 737]
telegraphic-heading: TELEGRAPHIC SHIPPING.: [10, 386, 107, 396]
article-paragraph: (By Electric Telegraph—Copyright.) (Per Press Association.) (Received May 11, 10.30 p.m.) LONDON, May 11. The Government has decided to take the matter seriously, and further steps will be considered in due course by the authorities concerned.: [246, 928, 361, 974]
overboard-heading: MAN OVERBOARD.: [764, 250, 835, 260]
article-paragraph: (By Electric Telegraph—Copyright.) (Per Press Association.) (Received May 11, 10.30 p.m.) LONDON, May 11. The Government has decided to take the matter seriously, and further steps will be considered in due course by the authorities concerned.: [992, 1100, 1110, 1146]
daily-news-date: FRIDAY, MAY 12, 1905.: [272, 660, 335, 668]
article-paragraph: (By Electric Telegraph—Copyright.) (Per Press Association.) (Received May 11, 10.30 p.m.) LONDON, May 11. The Government has decided to take the matter seriously, and further steps will be considered in due course by the authorities concerned.: [618, 439, 733, 485]
hotel-name: Red House Hotel,: [17, 730, 100, 743]
article-paragraph: (By Electric Telegraph—Copyright.) (Per Press Association.) (Received May 11, 10.30 p.m.) LONDON, May 11. The Government has decided to take the matter seriously, and further steps will be considered in due course by the authorities concerned.: [370, 267, 485, 313]
exhibition-heading: The Proposed Exhibition.: [767, 732, 832, 757]
article-paragraph: (By Electric Telegraph—Copyright.) (Per Press Association.) (Received May 11, 10.30 p.m.) LONDON, May 11. The Government has decided to take the matter seriously, and further steps will be considered in due course by the authorities concerned.: [618, 891, 733, 937]
article-paragraph: (By Electric Telegraph—Copyright.) (Per Press Association.) (Received May 11, 10.30 p.m.) LONDON, May 11. The Government has decided to take the matter seriously, and further steps will be considered in due course by the authorities concerned.: [370, 1766, 485, 1812]
article-paragraph: (By Electric Telegraph—Copyright.) (Per Press Association.) (Received May 11, 10.30 p.m.) LONDON, May 11. The Government has decided to take the matter seriously, and further steps will be considered in due course by the authorities concerned.: [742, 261, 857, 307]
